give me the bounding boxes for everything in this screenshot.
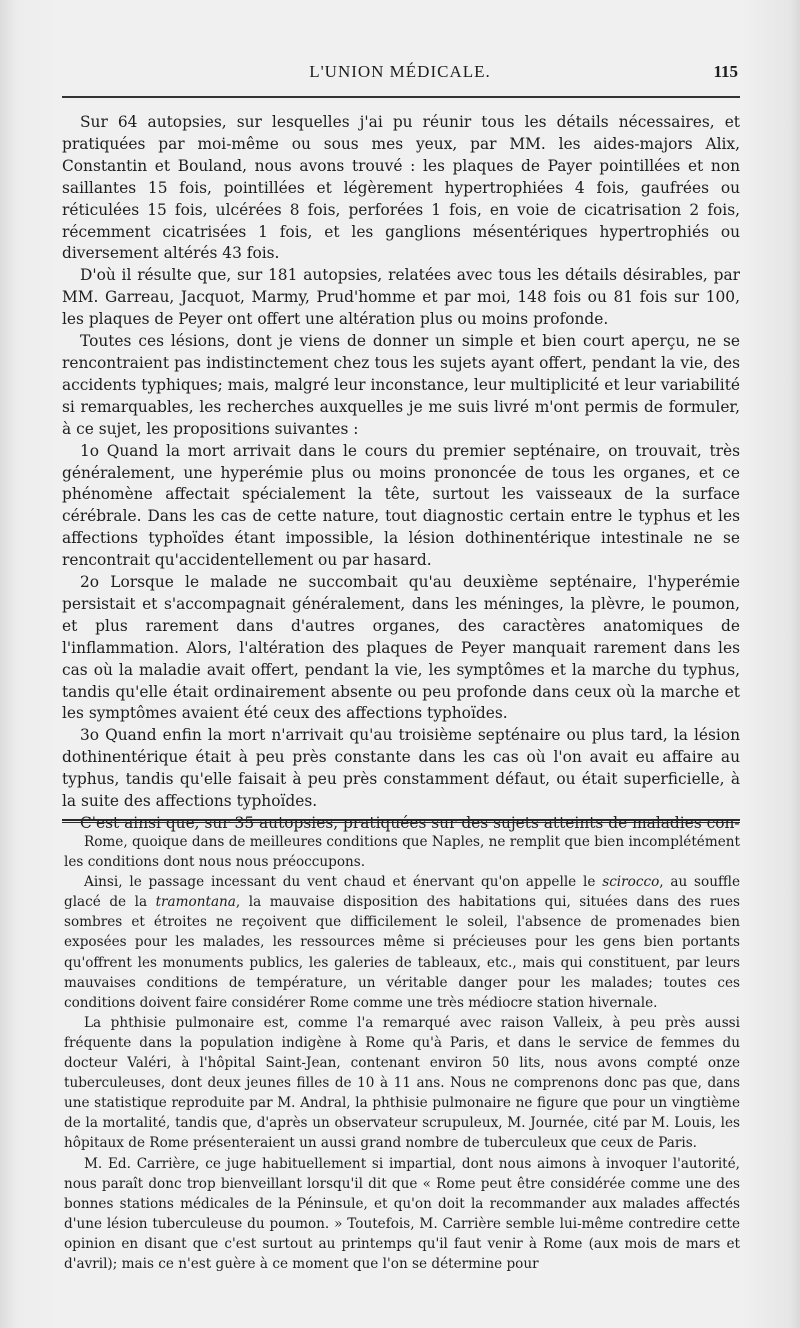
body-paragraph: Toutes ces lésions, dont je viens de donner un simple et bien court aperçu, ne se rencontraient pas indistinctement chez tous les sujets ayant offert, pendant la vie, des accidents typhiques; mais, malgré leur inconstance, leur multiplicité et leur variabilité si remarquables, les recherches auxquelles je me suis livré m'ont permis de formuler, à ce sujet, les propositions suivantes : [62, 332, 740, 438]
footnote-separator [62, 819, 740, 823]
body-paragraph: C'est ainsi que, sur 35 autopsies, pratiquées sur des sujets atteints de maladies con- [80, 814, 740, 832]
running-title: L'UNION MÉDICALE. [309, 62, 491, 81]
italic-term: scirocco [602, 874, 660, 891]
page-number: 115 [713, 62, 738, 81]
footnote-text-run: Ainsi, le passage incessant du vent chaud et énervant qu'on appelle le [84, 874, 603, 891]
footnote-paragraph [64, 872, 740, 1013]
page-header [60, 62, 740, 88]
body-paragraph: 2o Lorsque le malade ne succombait qu'au deuxième septénaire, l'hyperémie persistait et s'accompagnait généralement, dans les méninges, la plèvre, le poumon, et plus rarement dans d'autres organes, des caractères anatomiques de l'inflammation. Alors, l'altération des plaques de Peyer manquait rarement dans les cas où la maladie avait offert, pendant la vie, les symptômes et la marche du typhus, tandis qu'elle était ordinairement absente ou peu profonde dans ceux où la marche et les symptômes avaient été ceux des affections typhoïdes. [62, 573, 740, 723]
body-paragraph: 1o Quand la mort arrivait dans le cours du premier septénaire, on trouvait, très généralement, une hyperémie plus ou moins prononcée de tous les organes, et ce phénomène affectait spécialement la tête, surtout les vaisseaux de la surface cérébrale. Dans les cas de cette nature, tout diagnostic certain entre le typhus et les affections typhoïdes étant impossible, la lésion dothinentérique intestinale ne se rencontrait qu'accidentellement ou par hasard. [62, 441, 740, 570]
footnote-paragraph: M. Ed. Carrière, ce juge habituellement si impartial, dont nous aimons à invoquer l'autorité, nous paraît donc trop bienveillant lorsqu'il dit que « Rome peut être considérée comme une des bonnes stations médicales de la Péninsule, et qu'on doit la recommander aux malades affectés d'une lésion tuberculeuse du poumon. » Toutefois, M. Carrière semble lui-même contredire cette opinion en disant que c'est surtout au printemps qu'il faut venir à Rome (aux mois de mars et d'avril); mais ce n'est guère à ce moment que l'on se détermine pour [64, 1155, 740, 1272]
body-paragraph: Sur 64 autopsies, sur lesquelles j'ai pu réunir tous les détails nécessaires, et pratiquées par moi-même ou sous mes yeux, par MM. les aides-majors Alix, Constantin et Bouland, nous avons trouvé : les plaques de Payer pointillées et non saillantes 15 fois, pointillées et légèrement hypertrophiées 4 fois, gaufrées ou réticulées 15 fois, ulcérées 8 fois, perforées 1 fois, en voie de cicatrisation 2 fois, récemment cicatrisées 1 fois, et les ganglions mésentériques hypertrophiés ou diversement altérés 43 fois. [62, 113, 740, 263]
header-rule [62, 96, 740, 98]
footnote-paragraph: Rome, quoique dans de meilleures conditions que Naples, ne remplit que bien incomplétément les conditions dont nous nous préoccupons. [64, 834, 740, 871]
footnote-text-run: , au souffle glacé de la [64, 874, 740, 911]
main-text [62, 112, 740, 835]
italic-term: tramontana [155, 894, 236, 911]
footnote-paragraph: La phthisie pulmonaire est, comme l'a remarqué avec raison Valleix, à peu près aussi fréquente dans la population indigène à Rome qu'à Paris, et dans le service de femmes du docteur Valéri, à l'hôpital Saint-Jean, contenant environ 50 lits, nous avons compté onze tuberculeuses, dont deux jeunes filles de 10 à 11 ans. Nous ne comprenons donc pas que, dans une statistique reproduite par M. Andral, la phthisie pulmonaire ne figure que pour un vingtième de la mortalité, tandis que, d'après un observateur scrupuleux, M. Journée, cité par M. Louis, les hôpitaux de Rome présenteraient un aussi grand nombre de tuberculeux que ceux de Paris. [64, 1014, 740, 1152]
body-paragraph: D'où il résulte que, sur 181 autopsies, relatées avec tous les détails désirables, par MM. Garreau, Jacquot, Marmy, Prud'homme et par moi, 148 fois ou 81 fois sur 100, les plaques de Peyer ont offert une altération plus ou moins profonde. [62, 266, 740, 329]
footnote-text-run: , la mauvaise disposition des habitations qui, situées dans des rues sombres et étroites ne reçoivent que difficilement le soleil, l'absence de promenades bien exposées pour les malades, les ressources même si précieuses pour les gens bien portants qu'offrent les monuments publics, les galeries de tableaux, etc., mais qui constituent, par leurs mauvaises conditions de température, un véritable danger pour les malades; toutes ces conditions doivent faire considérer Rome comme une très médiocre station hivernale. [64, 894, 741, 1011]
footnote-text [64, 832, 740, 1274]
body-paragraph: 3o Quand enfin la mort n'arrivait qu'au troisième septénaire ou plus tard, la lésion dothinentérique était à peu près constante dans les cas où l'on avait eu affaire au typhus, tandis qu'elle faisait à peu près constamment défaut, ou était superficielle, à la suite des affections typhoïdes. [62, 726, 740, 811]
